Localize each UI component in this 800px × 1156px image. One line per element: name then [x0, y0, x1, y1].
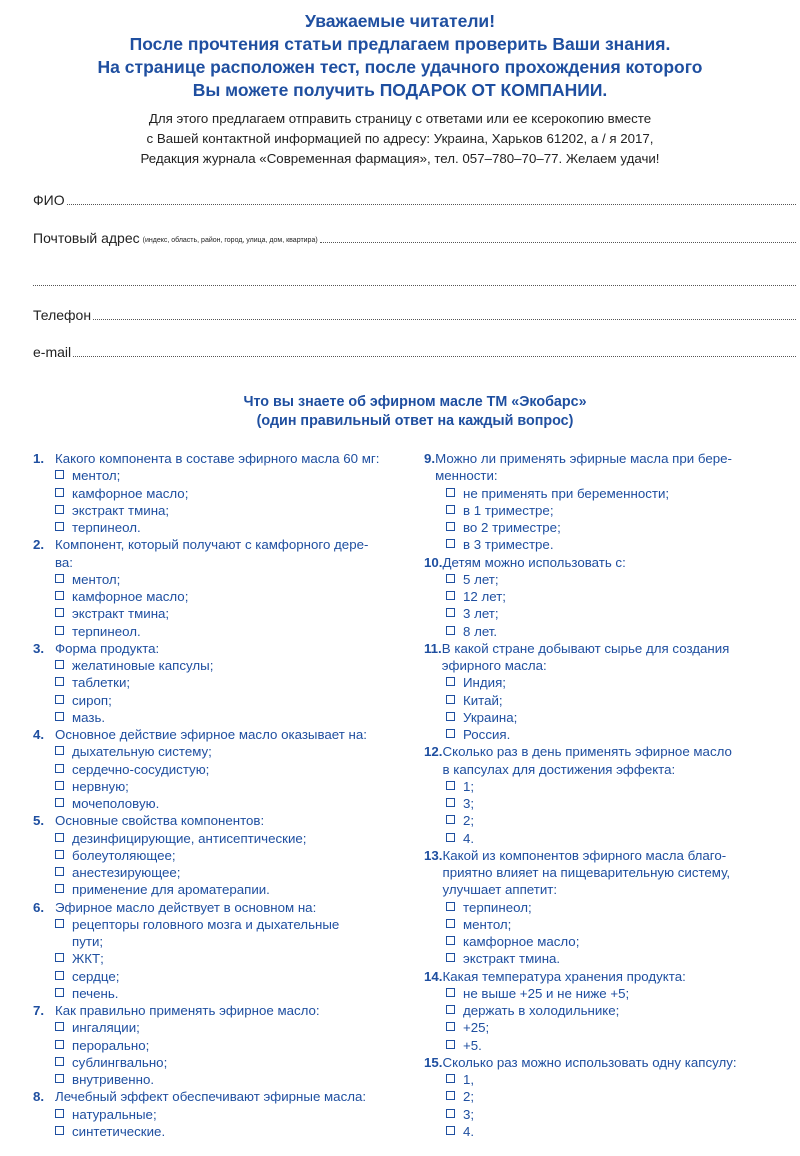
questions-right-column: [424, 450, 794, 1140]
answer-option-label: +25;: [463, 1020, 490, 1036]
answer-option-label: рецепторы головного мозга и дыхательные пути;: [72, 916, 340, 949]
checkbox-icon[interactable]: [446, 608, 455, 617]
answer-option-label: экстракт тмина;: [72, 502, 170, 518]
answer-option-label: сердечно-сосудистую;: [72, 761, 210, 777]
question-9: [424, 450, 794, 554]
answer-option[interactable]: [33, 605, 413, 622]
answer-option-label: Китай;: [463, 692, 503, 708]
answer-option[interactable]: [424, 709, 794, 726]
question-text-row: [424, 554, 794, 571]
answer-option-label: печень.: [72, 985, 119, 1001]
answer-option-label: Россия.: [463, 727, 511, 742]
answer-option-label: перорально;: [72, 1037, 150, 1053]
question-number: 14.: [424, 968, 443, 984]
answer-option-label: 1;: [463, 778, 475, 794]
answer-option[interactable]: [33, 1037, 413, 1054]
header-line-3: На странице расположен тест, после удачного прохождения которого: [97, 57, 703, 77]
question-text: В какой стране добывают сырье для создания эфирного масла:: [441, 640, 730, 673]
question-text-row: [424, 743, 794, 778]
answer-option[interactable]: [424, 605, 794, 622]
answer-option[interactable]: [424, 1002, 794, 1019]
question-text-row: [424, 847, 794, 899]
question-6: [33, 899, 413, 1003]
question-12: [424, 743, 794, 847]
checkbox-icon[interactable]: [55, 626, 64, 635]
answer-option[interactable]: [424, 674, 794, 691]
question-text-row: [33, 1088, 413, 1105]
answer-option-label: терпинеол.: [72, 520, 141, 535]
answer-option-label: терпинеол;: [463, 899, 532, 915]
answer-option-label: сердце;: [72, 968, 120, 984]
answer-option[interactable]: [33, 588, 413, 605]
question-text-row: [33, 899, 413, 916]
checkbox-icon[interactable]: [446, 677, 455, 686]
answer-option-label: +5.: [463, 1037, 482, 1053]
question-number: 12.: [424, 744, 443, 760]
question-text: Основные свойства компонентов:: [55, 813, 265, 829]
checkbox-icon[interactable]: [55, 1022, 64, 1031]
answer-option-label: дыхательную систему;: [72, 744, 212, 760]
answer-option-label: камфорное масло;: [463, 934, 580, 949]
checkbox-icon[interactable]: [446, 1074, 455, 1083]
checkbox-icon[interactable]: [446, 1109, 455, 1118]
name-label: ФИО: [33, 192, 65, 208]
checkbox-icon[interactable]: [446, 522, 455, 531]
question-number: 10.: [424, 554, 443, 570]
address-line[interactable]: [320, 241, 796, 243]
checkbox-icon[interactable]: [446, 936, 455, 945]
intro-line-1: Для этого предлагаем отправить страницу с ответами или ее ксерокопию вместе: [148, 111, 652, 126]
question-text-row: [33, 450, 413, 467]
checkbox-icon[interactable]: [55, 919, 64, 928]
checkbox-icon[interactable]: [446, 574, 455, 583]
checkbox-icon[interactable]: [446, 953, 455, 962]
question-text: Сколько раз можно использовать одну капсулу:: [442, 1054, 737, 1070]
checkbox-icon[interactable]: [446, 539, 455, 548]
name-field[interactable]: [33, 192, 796, 208]
answer-option-label: Индия;: [463, 675, 506, 691]
answer-option-label: анестезирующее;: [72, 865, 181, 880]
question-number: 9.: [424, 451, 436, 466]
question-3: [33, 640, 413, 726]
question-text: Лечебный эффект обеспечивают эфирные масла:: [55, 1089, 367, 1105]
answer-option[interactable]: [424, 830, 794, 847]
answer-option-label: камфорное масло;: [72, 589, 189, 604]
question-text-row: [33, 640, 413, 657]
answer-option[interactable]: [33, 502, 413, 519]
question-text: Сколько раз в день применять эфирное масло в капсулах для достижения эффекта:: [442, 744, 732, 777]
page-header: [0, 10, 800, 169]
question-text: Компонент, который получают с камфорного дере- ва:: [55, 537, 369, 570]
answer-option-label: терпинеол.: [72, 623, 141, 639]
answer-option-label: 3 лет;: [463, 606, 499, 622]
question-text: Основное действие эфирное масло оказывает на:: [55, 727, 367, 742]
answer-option-label: дезинфицирующие, антисептические;: [72, 830, 307, 846]
answer-option[interactable]: [424, 812, 794, 829]
checkbox-icon[interactable]: [446, 591, 455, 600]
checkbox-icon[interactable]: [55, 798, 64, 807]
phone-field[interactable]: [33, 307, 796, 323]
question-text-row: [424, 968, 794, 985]
checkbox-icon[interactable]: [55, 953, 64, 962]
answer-option-label: желатиновые капсулы;: [72, 658, 214, 673]
checkbox-icon[interactable]: [446, 488, 455, 497]
answer-option-label: 3;: [463, 1106, 475, 1122]
answer-option-label: применение для ароматерапии.: [72, 882, 270, 898]
question-number: 7.: [33, 1003, 45, 1018]
answer-option[interactable]: [424, 536, 794, 553]
checkbox-icon[interactable]: [55, 746, 64, 755]
checkbox-icon[interactable]: [446, 1126, 455, 1135]
intro-text: [0, 109, 800, 169]
checkbox-icon[interactable]: [446, 1040, 455, 1049]
question-text: Детям можно использовать с:: [442, 554, 626, 570]
answer-option[interactable]: [33, 1106, 413, 1123]
checkbox-icon[interactable]: [446, 902, 455, 911]
checkbox-icon[interactable]: [446, 781, 455, 790]
answer-option-label: ментол;: [72, 468, 121, 484]
checkbox-icon[interactable]: [446, 988, 455, 997]
questions-left-column: [33, 450, 413, 1140]
answer-option[interactable]: [424, 916, 794, 933]
answer-option-label: не выше +25 и не ниже +5;: [463, 985, 630, 1001]
question-13: [424, 847, 794, 968]
question-number: 2.: [33, 537, 45, 553]
question-text-row: [33, 1002, 413, 1019]
question-number: 6.: [33, 899, 45, 915]
checkbox-icon[interactable]: [446, 815, 455, 824]
email-line[interactable]: [73, 355, 796, 357]
answer-option[interactable]: [424, 1019, 794, 1036]
address-field[interactable]: [33, 230, 796, 246]
answer-option[interactable]: [33, 950, 413, 967]
answer-option-label: сублингвально;: [72, 1054, 168, 1070]
phone-line[interactable]: [93, 318, 796, 320]
question-text-row: [424, 450, 794, 485]
checkbox-icon[interactable]: [55, 1040, 64, 1049]
answer-option-label: не применять при беременности;: [463, 485, 670, 501]
phone-label: Телефон: [33, 307, 92, 323]
answer-option-label: камфорное масло;: [72, 485, 189, 501]
question-10: [424, 554, 794, 640]
answer-option-label: синтетические.: [72, 1123, 166, 1139]
answer-option[interactable]: [33, 795, 413, 812]
answer-option-label: внутривенно.: [72, 1072, 155, 1087]
answer-option-label: болеутоляющее;: [72, 847, 176, 863]
answer-option[interactable]: [424, 1037, 794, 1054]
checkbox-icon[interactable]: [55, 574, 64, 583]
email-field[interactable]: [33, 344, 796, 360]
answer-option[interactable]: [424, 588, 794, 605]
checkbox-icon[interactable]: [55, 522, 64, 531]
answer-option-label: ментол;: [463, 916, 512, 932]
checkbox-icon[interactable]: [446, 505, 455, 514]
checkbox-icon[interactable]: [55, 1109, 64, 1118]
name-line[interactable]: [67, 203, 796, 205]
checkbox-icon[interactable]: [55, 591, 64, 600]
question-text-row: [424, 640, 794, 675]
answer-option-label: ингаляции;: [72, 1020, 140, 1036]
answer-option[interactable]: [33, 778, 413, 795]
answer-option-label: держать в холодильнике;: [463, 1003, 620, 1018]
address-line-2[interactable]: [33, 285, 796, 286]
checkbox-icon[interactable]: [55, 488, 64, 497]
checkbox-icon[interactable]: [55, 867, 64, 876]
answer-option[interactable]: [33, 467, 413, 484]
answer-option[interactable]: [33, 761, 413, 778]
answer-option[interactable]: [424, 571, 794, 588]
checkbox-icon[interactable]: [55, 660, 64, 669]
question-number: 4.: [33, 727, 45, 742]
answer-option-label: мазь.: [72, 709, 106, 725]
checkbox-icon[interactable]: [446, 1005, 455, 1014]
answer-option[interactable]: [424, 899, 794, 916]
answer-option[interactable]: [424, 778, 794, 795]
address-hint: (индекс, область, район, город, улица, дом, квартира): [142, 237, 318, 244]
answer-option[interactable]: [424, 623, 794, 640]
header-greeting: Уважаемые читатели!: [304, 11, 496, 31]
answer-option[interactable]: [33, 1054, 413, 1071]
checkbox-icon[interactable]: [55, 608, 64, 617]
test-title-line-2: (один правильный ответ на каждый вопрос): [256, 413, 574, 429]
checkbox-icon[interactable]: [446, 695, 455, 704]
question-number: 1.: [33, 451, 45, 466]
answer-option-label: 1,: [463, 1072, 475, 1087]
answer-option[interactable]: [33, 1071, 413, 1088]
checkbox-icon[interactable]: [55, 1057, 64, 1066]
answer-option[interactable]: [424, 502, 794, 519]
answer-option-label: 5 лет;: [463, 571, 499, 587]
question-text: Эфирное масло действует в основном на:: [55, 899, 317, 915]
answer-option[interactable]: [424, 485, 794, 502]
question-15: [424, 1054, 794, 1140]
answer-option[interactable]: [33, 1123, 413, 1140]
intro-line-3: Редакция журнала «Современная фармация», тел. 057–780–70–77. Желаем удачи!: [140, 151, 660, 166]
answer-option[interactable]: [424, 1106, 794, 1123]
answer-option[interactable]: [33, 864, 413, 881]
answer-option[interactable]: [424, 985, 794, 1002]
answer-option-label: 12 лет;: [463, 589, 506, 604]
checkbox-icon[interactable]: [55, 1074, 64, 1083]
question-number: 13.: [424, 847, 443, 863]
answer-option[interactable]: [424, 692, 794, 709]
question-text: Какого компонента в составе эфирного масла 60 мг:: [55, 451, 380, 466]
question-4: [33, 726, 413, 812]
checkbox-icon[interactable]: [55, 884, 64, 893]
answer-option[interactable]: [33, 881, 413, 898]
question-text-row: [33, 726, 413, 743]
checkbox-icon[interactable]: [55, 764, 64, 773]
answer-option[interactable]: [424, 519, 794, 536]
checkbox-icon[interactable]: [55, 695, 64, 704]
answer-option[interactable]: [33, 968, 413, 985]
answer-option-label: экстракт тмина;: [72, 606, 170, 622]
question-text: Какой из компонентов эфирного масла благо- приятно влияет на пищеварительную систему, улучшает аппетит:: [442, 847, 731, 898]
answer-option[interactable]: [33, 847, 413, 864]
checkbox-icon[interactable]: [55, 470, 64, 479]
question-8: [33, 1088, 413, 1140]
answer-option[interactable]: [33, 674, 413, 691]
checkbox-icon[interactable]: [446, 626, 455, 635]
checkbox-icon[interactable]: [55, 505, 64, 514]
answer-option-label: 3;: [463, 796, 475, 811]
question-1: [33, 450, 413, 536]
answer-option-label: мочеполовую.: [72, 796, 160, 811]
checkbox-icon[interactable]: [55, 988, 64, 997]
answer-option-label: 4.: [463, 1123, 475, 1139]
answer-option[interactable]: [33, 916, 413, 951]
answer-option-label: таблетки;: [72, 675, 131, 691]
checkbox-icon[interactable]: [55, 850, 64, 859]
answer-option-label: экстракт тмина.: [463, 951, 561, 967]
answer-option[interactable]: [424, 795, 794, 812]
answer-option[interactable]: [424, 1071, 794, 1088]
answer-option-label: в 1 триместре;: [463, 502, 554, 518]
answer-option[interactable]: [33, 692, 413, 709]
header-line-2: После прочтения статьи предлагаем проверить Ваши знания.: [129, 34, 671, 54]
question-text-row: [424, 1054, 794, 1071]
checkbox-icon[interactable]: [446, 833, 455, 842]
checkbox-icon[interactable]: [55, 781, 64, 790]
answer-option-label: ЖКТ;: [72, 951, 104, 967]
checkbox-icon[interactable]: [55, 971, 64, 980]
question-2: [33, 536, 413, 640]
answer-option[interactable]: [33, 743, 413, 760]
checkbox-icon[interactable]: [55, 833, 64, 842]
answer-option[interactable]: [424, 1088, 794, 1105]
header-line-4: Вы можете получить ПОДАРОК ОТ КОМПАНИИ.: [192, 80, 608, 100]
checkbox-icon[interactable]: [446, 919, 455, 928]
question-5: [33, 812, 413, 898]
question-text: Форма продукта:: [55, 640, 160, 656]
checkbox-icon[interactable]: [446, 798, 455, 807]
answer-option-label: в 3 триместре.: [463, 537, 554, 553]
answer-option-label: нервную;: [72, 778, 129, 794]
answer-option-label: 2;: [463, 813, 475, 829]
intro-line-2: с Вашей контактной информацией по адресу: Украина, Харьков 61202, а / я 2017,: [146, 131, 654, 146]
question-number: 8.: [33, 1089, 45, 1105]
answer-option[interactable]: [33, 1019, 413, 1036]
question-text-row: [33, 812, 413, 829]
question-text-row: [33, 536, 413, 571]
test-title-line-1: Что вы знаете об эфирном масле ТМ «Экобарс»: [243, 394, 587, 410]
question-number: 3.: [33, 640, 45, 656]
question-text: Можно ли применять эфирные масла при бере- менности:: [435, 451, 732, 484]
answer-option[interactable]: [33, 830, 413, 847]
answer-option[interactable]: [424, 1123, 794, 1140]
answer-option-label: сироп;: [72, 692, 112, 708]
answer-option[interactable]: [33, 657, 413, 674]
question-11: [424, 640, 794, 744]
answer-option[interactable]: [33, 519, 413, 536]
answer-option-label: 8 лет.: [463, 623, 498, 639]
checkbox-icon[interactable]: [55, 712, 64, 721]
answer-option[interactable]: [424, 933, 794, 950]
answer-option[interactable]: [33, 571, 413, 588]
answer-option[interactable]: [424, 726, 794, 743]
test-title: [0, 393, 800, 431]
answer-option[interactable]: [33, 985, 413, 1002]
checkbox-icon[interactable]: [55, 677, 64, 686]
question-number: 11.: [424, 640, 442, 656]
email-label: e-mail: [33, 344, 72, 360]
answer-option-label: ментол;: [72, 571, 121, 587]
checkbox-icon[interactable]: [55, 1126, 64, 1135]
answer-option[interactable]: [33, 709, 413, 726]
answer-option-label: натуральные;: [72, 1106, 157, 1122]
question-14: [424, 968, 794, 1054]
question-text: Как правильно применять эфирное масло:: [55, 1003, 320, 1018]
checkbox-icon[interactable]: [446, 1022, 455, 1031]
question-7: [33, 1002, 413, 1088]
checkbox-icon[interactable]: [446, 729, 455, 738]
answer-option-label: 4.: [463, 830, 475, 846]
answer-option[interactable]: [424, 950, 794, 967]
answer-option-label: Украина;: [463, 709, 518, 725]
checkbox-icon[interactable]: [446, 712, 455, 721]
answer-option[interactable]: [33, 485, 413, 502]
question-number: 15.: [424, 1054, 443, 1070]
checkbox-icon[interactable]: [446, 1091, 455, 1100]
question-text: Какая температура хранения продукта:: [442, 968, 686, 984]
answer-option-label: 2;: [463, 1089, 475, 1105]
answer-option[interactable]: [33, 623, 413, 640]
address-label: Почтовый адрес: [33, 230, 140, 246]
answer-option-label: во 2 триместре;: [463, 520, 561, 535]
question-number: 5.: [33, 813, 45, 829]
